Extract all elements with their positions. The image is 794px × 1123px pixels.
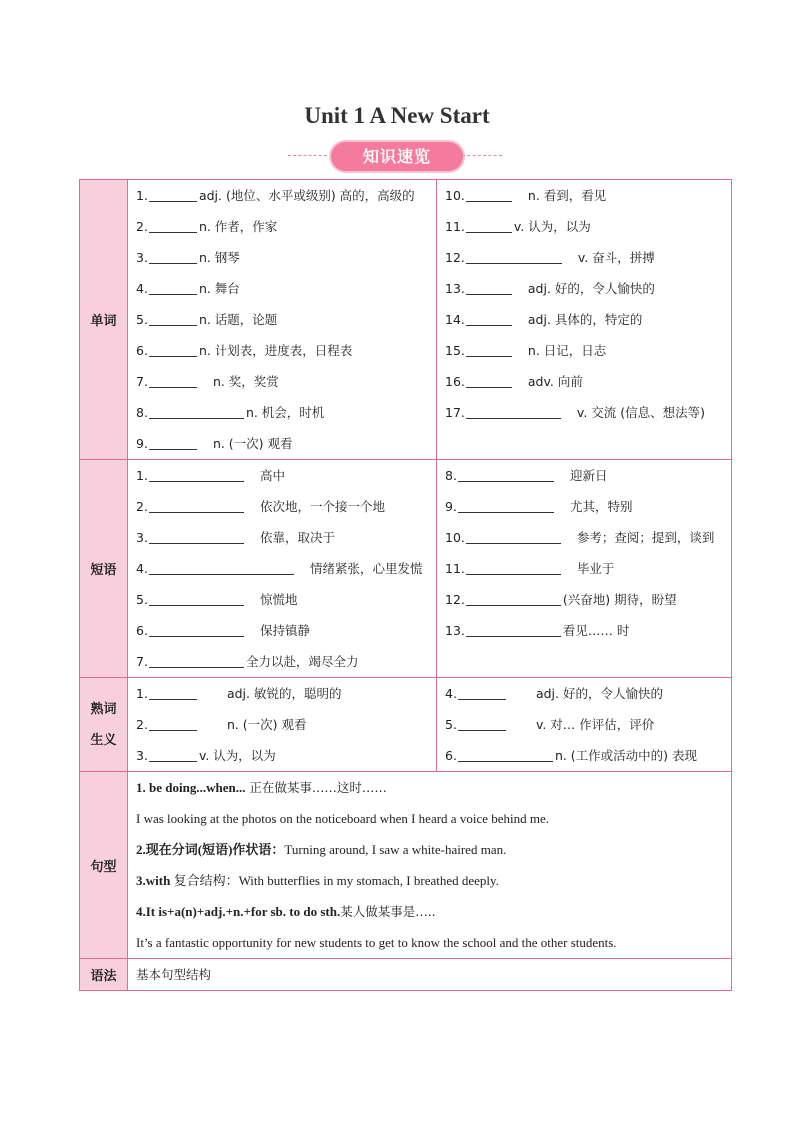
familiar-item: 2. n. (一次) 观看 xyxy=(136,717,307,732)
familiar-item: 4. adj. 好的，令人愉快的 xyxy=(445,686,663,701)
page-title: Unit 1 A New Start xyxy=(304,103,490,128)
words-right-column xyxy=(437,180,732,460)
sentence-line: 4.It is+a(n)+adj.+n.+for sb. to do sth.某人做某事是….. xyxy=(136,904,436,919)
grammar-label: 语法 xyxy=(80,959,128,991)
familiar-item: 5. v. 对… 作评估，评价 xyxy=(445,717,655,732)
words-left-column xyxy=(128,180,437,460)
phrase-item: 1. 高中 xyxy=(136,468,285,483)
sentence-line: I was looking at the photos on the noticeboard when I heard a voice behind me. xyxy=(136,811,549,826)
word-item: 13. adj. 好的，令人愉快的 xyxy=(445,281,655,296)
familiar-right-column xyxy=(437,678,732,772)
familiar-label: 熟词 生义 xyxy=(80,678,128,772)
word-item: 5. n. 话题，论题 xyxy=(136,312,278,327)
word-item: 2. n. 作者，作家 xyxy=(136,219,278,234)
phrase-item: 6. 保持镇静 xyxy=(136,623,310,638)
phrases-label: 短语 xyxy=(80,460,128,678)
banner-label: 知识速览 xyxy=(331,142,463,171)
grammar-text: 基本句型结构 xyxy=(136,967,212,982)
phrase-item: 10. 参考；查阅；提到，谈到 xyxy=(445,530,715,545)
word-item: 3. n. 钢琴 xyxy=(136,250,240,265)
phrase-item: 9. 尤其，特别 xyxy=(445,499,633,514)
sentence-line: 2.现在分词(短语)作状语：Turning around, I saw a white-haired man. xyxy=(136,842,507,857)
grammar-section xyxy=(80,959,732,991)
phrase-item: 5. 惊慌地 xyxy=(136,592,298,607)
word-item: 12. v. 奋斗，拼搏 xyxy=(445,250,655,265)
words-section xyxy=(80,180,732,460)
word-item: 17. v. 交流 (信息、想法等) xyxy=(445,405,705,420)
familiar-left-column xyxy=(128,678,437,772)
banner-divider-right xyxy=(462,155,502,156)
word-item: 9. n. (一次) 观看 xyxy=(136,436,293,451)
familiar-section xyxy=(80,678,732,772)
sentences-label: 句型 xyxy=(80,772,128,959)
knowledge-table xyxy=(79,179,732,991)
sentence-line: 1. be doing...when... 正在做某事……这时…… xyxy=(136,780,387,795)
word-item: 4. n. 舞台 xyxy=(136,281,240,296)
word-item: 16. adv. 向前 xyxy=(445,374,583,389)
sentences-section xyxy=(80,772,732,959)
word-item: 10. n. 看到，看见 xyxy=(445,188,607,203)
sentence-line: It’s a fantastic opportunity for new students to get to know the school and the other students. xyxy=(136,935,617,950)
grammar-content xyxy=(128,959,732,991)
word-item: 11. v. 认为，以为 xyxy=(445,219,591,234)
word-item: 8. n. 机会，时机 xyxy=(136,405,325,420)
phrase-item: 8. 迎新日 xyxy=(445,468,608,483)
word-item: 14. adj. 具体的，特定的 xyxy=(445,312,643,327)
phrase-item: 3. 依靠，取决于 xyxy=(136,530,335,545)
section-banner xyxy=(0,140,794,172)
phrase-item: 4. 情绪紧张，心里发慌 xyxy=(136,561,423,576)
word-item: 15. n. 日记，日志 xyxy=(445,343,607,358)
familiar-item: 6. n. (工作或活动中的) 表现 xyxy=(445,748,698,763)
sentences-content xyxy=(128,772,732,959)
phrases-right-column xyxy=(437,460,732,678)
familiar-item: 3. v. 认为，以为 xyxy=(136,748,276,763)
phrase-item: 13. 看见…… 时 xyxy=(445,623,630,638)
phrase-item: 2. 依次地，一个接一个地 xyxy=(136,499,385,514)
familiar-item: 1. adj. 敏锐的，聪明的 xyxy=(136,686,342,701)
phrase-item: 11. 毕业于 xyxy=(445,561,615,576)
sentence-line: 3.with 复合结构：With butterflies in my stomach, I breathed deeply. xyxy=(136,873,499,888)
banner-divider-left xyxy=(288,155,332,156)
phrase-item: 12. (兴奋地) 期待，盼望 xyxy=(445,592,677,607)
word-item: 7. n. 奖，奖赏 xyxy=(136,374,279,389)
phrases-section xyxy=(80,460,732,678)
word-item: 1. adj. (地位、水平或级别) 高的，高级的 xyxy=(136,188,415,203)
words-label: 单词 xyxy=(80,180,128,460)
phrases-left-column xyxy=(128,460,437,678)
phrase-item: 7. 全力以赴，竭尽全力 xyxy=(136,654,359,669)
word-item: 6. n. 计划表，进度表，日程表 xyxy=(136,343,353,358)
